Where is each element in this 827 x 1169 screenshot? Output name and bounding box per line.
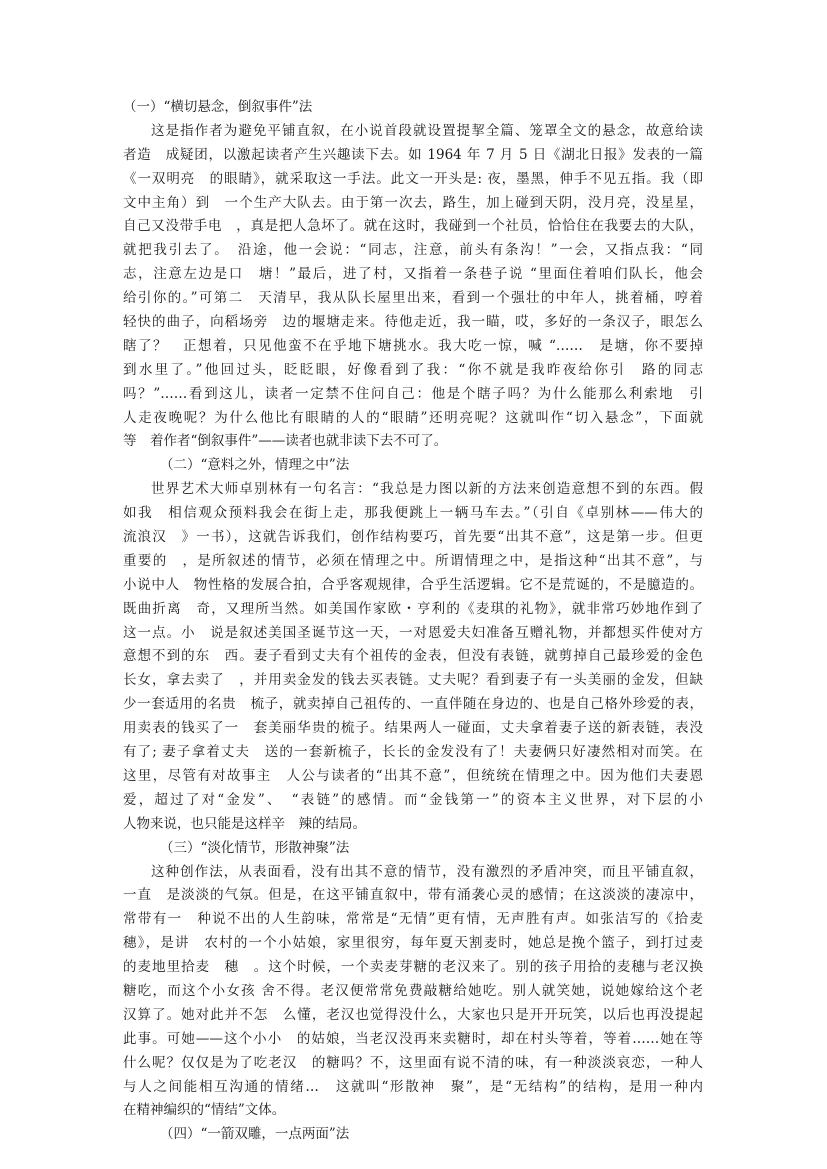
paragraph-line: 糖吃，而这个小女孩 舍不得。老汉便常常免费敲糖给她吃。别人就笑她，说她嫁给这个老 bbox=[123, 982, 703, 999]
paragraph-line: 爱，超过了对“金发”、 “表链”的感情。而“金钱第一”的资本主义世界，对下层的小 bbox=[123, 791, 703, 808]
paragraph-line: 什么呢？仅仅是为了吃老汉 的糖吗？不，这里面有说不清的味，有一种淡淡哀恋，一种人 bbox=[123, 1054, 703, 1071]
paragraph-line: 这是指作者为避免平铺直叙，在小说首段就设置提挈全篇、笼罩全文的悬念，故意给读 bbox=[151, 122, 703, 139]
paragraph-line: 少一套适用的名贵 梳子，就卖掉自己祖传的、一直伴随在身边的、也是自己格外珍爱的表， bbox=[123, 696, 703, 713]
document-page bbox=[123, 96, 703, 1147]
paragraph-line: 《一双明亮 的眼睛》，就采取这一手法。此文一开头是: 夜，墨黑，伸手不见五指。我（即 bbox=[123, 170, 703, 187]
paragraph-line: 这里，尽管有对故事主 人公与读者的“出其不意”，但统统在情理之中。因为他们夫妻恩 bbox=[123, 767, 703, 784]
paragraph-line: 给引你的。”可第二 天清早，我从队长屋里出来，看到一个强壮的中年人，挑着桶，哼着 bbox=[123, 290, 703, 307]
paragraph-line: 重要的 ，是所叙述的情节，必须在情理之中。所谓情理之中，是指这种“出其不意”，与 bbox=[123, 552, 703, 569]
section-heading: （二）“意料之外，情理之中”法 bbox=[160, 457, 350, 474]
paragraph-line: 汉算了。她对此并不怎 么懂，老汉也觉得没什么，大家也只是开开玩笑，以后也再没提起 bbox=[123, 1006, 703, 1023]
paragraph-line: 有了; 妻子拿着丈夫 送的一套新梳子，长长的金发没有了！夫妻俩只好凄然相对而笑。在 bbox=[123, 744, 703, 761]
paragraph-line: 者造 成疑团，以激起读者产生兴趣读下去。如 1964 年 7 月 5 日《湖北日报》发表的一篇 bbox=[123, 146, 703, 163]
paragraph-line: 自己又没带手电 ，真是把人急坏了。就在这时，我碰到一个社员，恰恰住在我要去的大队， bbox=[123, 218, 703, 235]
paragraph-line: 人走夜晚呢？为什么他比有眼睛的人的“眼睛”还明亮呢？这就叫作“切入悬念”，下面就 bbox=[123, 409, 703, 426]
paragraph-line: 这种创作法，从表面看，没有出其不意的情节，没有激烈的矛盾冲突，而且平铺直叙， bbox=[151, 863, 703, 880]
paragraph-line: 在精神编织的“情结”文体。 bbox=[123, 1102, 286, 1119]
paragraph-line: 世界艺术大师卓别林有一句名言：“我总是力图以新的方法来创造意想不到的东西。假 bbox=[151, 481, 703, 498]
paragraph-line: 小说中人 物性格的发展合拍，合乎客观规律，合乎生活逻辑。它不是荒诞的，不是臆造的。 bbox=[123, 576, 703, 593]
paragraph-line: 文中主角）到 一个生产大队去。由于第一次去，路生，加上碰到天阴，没月亮，没星星， bbox=[123, 194, 703, 211]
paragraph-line: 此事。可她——这个小小 的姑娘，当老汉没再来卖糖时，却在村头等着，等着……她在等 bbox=[123, 1030, 703, 1047]
paragraph-line: 就把我引去了。 沿途，他一会说：“同志，注意，前头有条沟！”一会，又指点我：“同 bbox=[123, 242, 703, 259]
paragraph-line: 到水里了。”他回过头，眨眨眼，好像看到了我：“你不就是我昨夜给你引 路的同志 bbox=[123, 361, 703, 378]
paragraph-line: 一直 是淡淡的气氛。但是，在这平铺直叙中，带有涌袭心灵的感情；在这淡淡的凄凉中， bbox=[123, 887, 703, 904]
paragraph-line: 等 着作者“倒叙事件”——读者也就非读下去不可了。 bbox=[123, 433, 448, 450]
paragraph-line: 这一点。小 说是叙述美国圣诞节这一天，一对恩爱夫妇准备互赠礼物，并都想买件使对方 bbox=[123, 624, 703, 641]
paragraph-line: 瞎了？ 正想着，只见他蛮不在乎地下塘挑水。我大吃一惊，喊 “…… 是塘，你不要掉 bbox=[123, 337, 703, 354]
paragraph-line: 吗？”……看到这儿，读者一定禁不住问自己：他是个瞎子吗？为什么能那么利索地 引 bbox=[123, 385, 703, 402]
paragraph-line: 穗》，是讲 农村的一个小姑娘，家里很穷，每年夏天割麦时，她总是挽个篮子，到打过麦 bbox=[123, 935, 703, 952]
paragraph-line: 志，注意左边是口 塘！”最后，进了村，又指着一条巷子说 “里面住着咱们队长，他会 bbox=[123, 266, 703, 283]
paragraph-line: 用卖表的钱买了一 套美丽华贵的梳子。结果两人一碰面，丈夫拿着妻子送的新表链，表没 bbox=[123, 720, 703, 737]
section-heading: （四）“一箭双雕，一点两面”法 bbox=[160, 1126, 350, 1143]
paragraph-line: 既曲折离 奇，又理所当然。如美国作家欧・亨利的《麦琪的礼物》，就非常巧妙地作到了 bbox=[123, 600, 703, 617]
paragraph-line: 轻快的曲子，向稻场旁 边的堰塘走来。待他走近，我一瞄，哎，多好的一条汉子，眼怎么 bbox=[123, 314, 703, 331]
paragraph-line: 与人之间能相互沟通的情绪… 这就叫“形散神 聚”，是“无结构”的结构，是用一种内 bbox=[123, 1078, 703, 1095]
paragraph-line: 如我 相信观众预料我会在街上走，那我便跳上一辆马车去。”（引自《卓别林——伟大的 bbox=[123, 505, 703, 522]
paragraph-line: 长女，拿去卖了 ，并用卖金发的钱去买表链。丈夫呢？看到妻子有一头美丽的金发，但缺 bbox=[123, 672, 703, 689]
paragraph-line: 常带有一 种说不出的人生韵味，常常是“无情”更有情，无声胜有声。如张洁写的《拾麦 bbox=[123, 911, 703, 928]
section-heading: （一）“横切悬念，倒叙事件”法 bbox=[123, 99, 313, 115]
paragraph-line: 流浪汉 》一书），这就告诉我们，创作结构要巧，首先要“出其不意”，这是第一步。但更 bbox=[123, 529, 703, 546]
paragraph-line: 意想不到的东 西。妻子看到丈夫有个祖传的金表，但没有表链，就剪掉自己最珍爱的金色 bbox=[123, 648, 703, 665]
section-heading: （三）“淡化情节，形散神聚”法 bbox=[160, 839, 350, 856]
paragraph-line: 人物来说，也只能是这样辛 辣的结局。 bbox=[123, 815, 366, 832]
paragraph-line: 的麦地里拾麦 穗 。这个时候，一个卖麦芽糖的老汉来了。别的孩子用拾的麦穗与老汉换 bbox=[123, 959, 703, 976]
